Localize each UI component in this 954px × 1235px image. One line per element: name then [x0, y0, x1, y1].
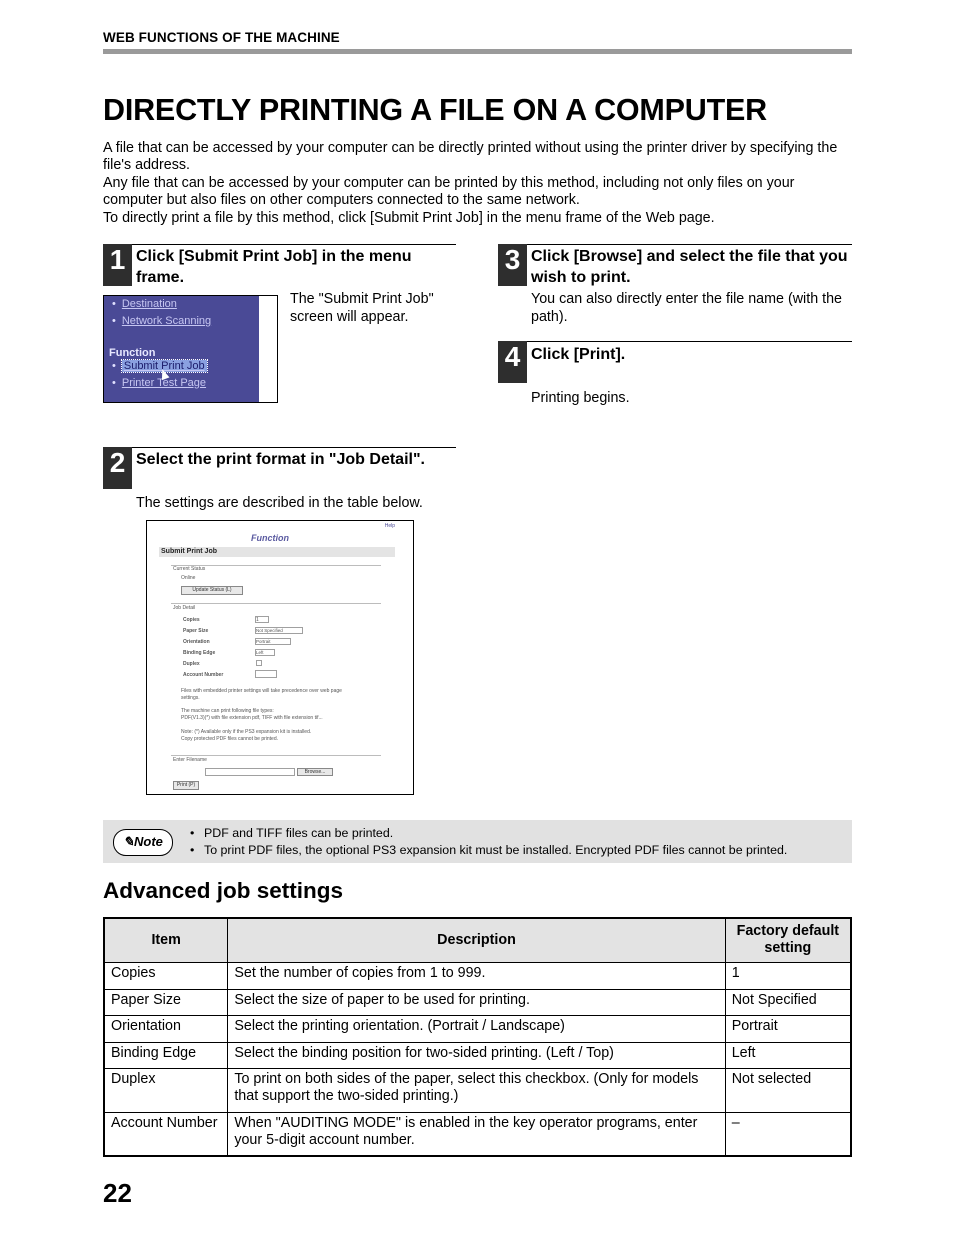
table-cell: Account Number [104, 1112, 228, 1156]
help-link: Help [384, 523, 395, 529]
status-value: Online [181, 575, 196, 581]
intro-paragraph: A file that can be accessed by your computer can be directly printed without using the printer driver by specifying the file's address. [103, 140, 838, 174]
step-1-heading: Click [Submit Print Job] in the menu frame. [136, 248, 412, 286]
table-row [104, 1112, 851, 1156]
step-1-number: 1 [103, 244, 132, 286]
current-status-label: Current Status [173, 566, 206, 572]
function-title: Function [251, 533, 289, 543]
step-2-heading: Select the print format in "Job Detail". [136, 451, 425, 468]
browse-button: Browse... [297, 768, 333, 776]
running-header: WEB FUNCTIONS OF THE MACHINE [103, 30, 340, 45]
step-4-rule [498, 341, 852, 342]
screenshot-note: Note: (*) Available only if the PS3 expansion kit is installed. [181, 729, 312, 735]
page-title: DIRECTLY PRINTING A FILE ON A COMPUTER [103, 93, 767, 127]
orientation-label: Orientation [183, 639, 210, 645]
step-3-rule [498, 244, 852, 245]
table-cell: Select the printing orientation. (Portrait / Landscape) [228, 1015, 725, 1042]
intro-text [103, 140, 853, 227]
print-button: Print (P) [173, 781, 199, 790]
table-cell: Left [725, 1042, 851, 1068]
table-cell: Binding Edge [104, 1042, 228, 1068]
binding-edge-select: Left [255, 649, 275, 656]
note-badge [113, 829, 173, 856]
menu-link-destination: • Destination [112, 298, 177, 310]
step-2-number: 2 [103, 447, 132, 489]
table-cell: Orientation [104, 1015, 228, 1042]
submit-print-job-title: Submit Print Job [161, 548, 217, 555]
note-list [190, 825, 787, 858]
column-header: Description [228, 918, 725, 962]
screenshot-note: Files with embedded printer settings will take precedence over web page [181, 688, 342, 694]
duplex-checkbox [256, 660, 262, 666]
table-cell: When "AUDITING MODE" is enabled in the key operator programs, enter your 5-digit account number. [228, 1112, 725, 1156]
screenshot-note: Copy protected PDF files cannot be printed. [181, 736, 278, 742]
table-header-row [104, 918, 851, 962]
table-cell: 1 [725, 962, 851, 989]
step-4-text: Printing begins. [531, 390, 630, 406]
table-row [104, 1042, 851, 1068]
update-status-button: Update Status (L) [181, 586, 243, 595]
duplex-label: Duplex [183, 661, 200, 667]
table-cell: Not selected [725, 1068, 851, 1112]
copies-field: 1 [255, 616, 269, 623]
screenshot-note: settings. [181, 695, 200, 701]
table-cell: Duplex [104, 1068, 228, 1112]
column-header: Factory default setting [725, 918, 851, 962]
orientation-select: Portrait [255, 638, 291, 645]
step-1-text: The "Submit Print Job" screen will appear. [290, 291, 434, 325]
step-3-heading: Click [Browse] and select the file that you wish to print. [531, 248, 848, 286]
binding-edge-label: Binding Edge [183, 650, 216, 656]
screenshot-note: PDF(V1.3)(*) with file extension pdf, TIFF with file extension tif... [181, 715, 323, 721]
table-cell: Set the number of copies from 1 to 999. [228, 962, 725, 989]
table-cell: Paper Size [104, 989, 228, 1015]
column-header: Item [104, 918, 228, 962]
copies-label: Copies [183, 617, 200, 623]
table-row [104, 1068, 851, 1112]
menu-link-network-scanning: • Network Scanning [112, 315, 212, 327]
table-row [104, 989, 851, 1015]
table-cell: Select the binding position for two-sided printing. (Left / Top) [228, 1042, 725, 1068]
table-cell: Copies [104, 962, 228, 989]
note-badge-label: Note [134, 834, 163, 849]
table-row [104, 1015, 851, 1042]
table-row [104, 962, 851, 989]
table-cell: – [725, 1112, 851, 1156]
step-3-text: You can also directly enter the file name (with the path). [531, 291, 842, 325]
menu-section-function: Function [109, 347, 156, 359]
job-detail-label: Job Detail [173, 605, 196, 611]
menu-frame-screenshot [103, 295, 278, 403]
account-number-label: Account Number [183, 672, 224, 678]
menu-link-printer-test-page: • Printer Test Page [112, 377, 207, 389]
table-cell: Select the size of paper to be used for printing. [228, 989, 725, 1015]
step-2-rule [103, 447, 456, 448]
step-1-rule [103, 244, 456, 245]
intro-paragraph: Any file that can be accessed by your computer can be printed by this method, including not only files on your computer but also files on other computers connected to the same network. [103, 174, 795, 209]
section-title: Advanced job settings [103, 878, 344, 903]
step-2-text: The settings are described in the table below. [136, 495, 423, 511]
menu-link-submit-print-job: • Submit Print Job [112, 360, 205, 372]
step-3-number: 3 [498, 244, 527, 286]
job-detail-screenshot [146, 520, 414, 795]
enter-filename-label: Enter Filename [173, 757, 207, 763]
table-cell: To print on both sides of the paper, select this checkbox. (Only for models that support the two-sided printing.) [228, 1068, 725, 1112]
step-4-number: 4 [498, 341, 527, 383]
step-4-heading: Click [Print]. [531, 346, 626, 363]
table-cell: Not Specified [725, 989, 851, 1015]
pencil-icon: ✎ [123, 834, 134, 849]
table-cell: Portrait [725, 1015, 851, 1042]
page-number: 22 [103, 1178, 132, 1208]
paper-size-select: Not Specified [255, 627, 303, 634]
header-rule [103, 49, 852, 54]
paper-size-label: Paper Size [183, 628, 209, 634]
account-number-field [255, 670, 277, 678]
note-item: • To print PDF files, the optional PS3 expansion kit must be installed. Encrypted PDF files cannot be printed. [190, 842, 787, 859]
screenshot-note: The machine can print following file types: [181, 708, 274, 714]
intro-paragraph: To directly print a file by this method, click [Submit Print Job] in the menu frame of the Web page. [103, 209, 715, 226]
settings-table [103, 917, 852, 1157]
filename-field [205, 768, 295, 776]
note-item: • PDF and TIFF files can be printed. [190, 825, 787, 842]
